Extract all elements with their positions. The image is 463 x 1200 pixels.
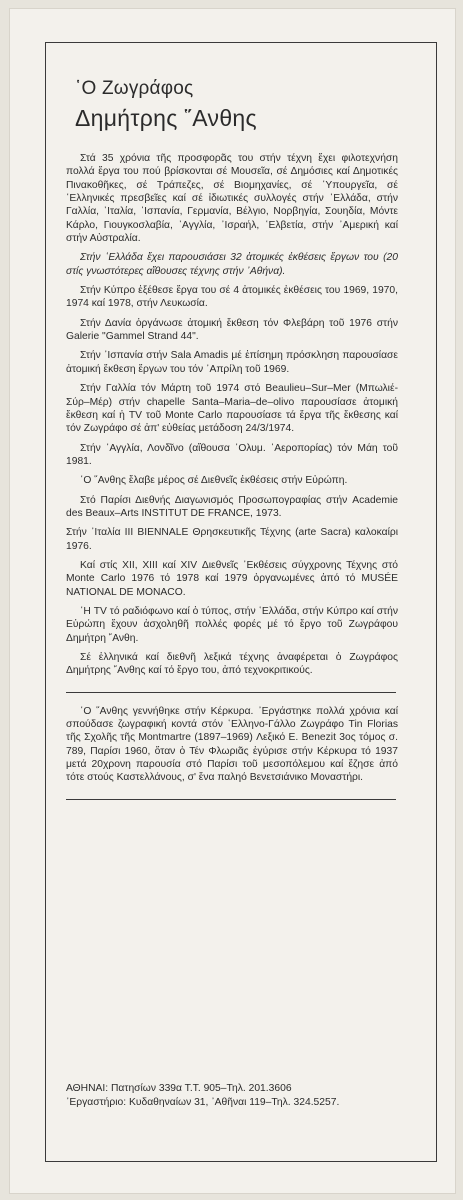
- contact-footer: [66, 1082, 398, 1109]
- page-title-line1: ῾Ο Ζωγράφος: [75, 78, 194, 99]
- paragraph-italy: Στήν ᾿Ιταλία III BIENNALE Θρησκευτικῆς Τέχνης (arte Sacra) καλοκαίρι 1976.: [66, 527, 398, 552]
- divider-bottom: [66, 799, 396, 800]
- paragraph-monaco: Καί στίς XII, XIII καί XIV Διεθνεῖς ᾿Εκθέσεις σύγχρονης Τέχνης στό Monte Carlo 1976 τό 1978 καί 1979 ὀργανωμένες ἀπό τό MUSÉE NATIONAL DE MONACO.: [66, 559, 398, 598]
- footer-address-athens: ΑΘΗΝΑΙ: Πατησίων 339α Τ.Τ. 905–Τηλ. 201.3606: [66, 1083, 292, 1094]
- paragraph-france: Στήν Γαλλία τόν Μάρτη τοῦ 1974 στό Beaulieu–Sur–Mer (Μπωλιέ- Σύρ–Μέρ) στήν chapelle Santa–Maria–de–olivo παρουσίασε ἀτομική ἔκθεση καί ἡ TV τοῦ Monte Carlo παρουσίασε τά ἔργα τῆς ἔκθεσης καί τόν Ζωγράφο σέ ἀπ' εὐθείας μετάδοση 24/3/1974.: [66, 383, 398, 435]
- paragraph-media: ῾Η TV τό ραδιόφωνο καί ὁ τύπος, στήν ῾Ελλάδα, στήν Κύπρο καί στήν Εὐρώπη ἔχουν ἀσχοληθῆ πολλές φορές μέ τό ἔργο τοῦ Ζωγράφου Δημήτρη ῞Ανθη.: [66, 605, 398, 644]
- paragraph-cyprus: Στήν Κύπρο ἐξέθεσε ἔργα του σέ 4 ἀτομικές ἐκθέσεις του 1969, 1970, 1974 καί 1978, στήν Λευκωσία.: [66, 285, 398, 310]
- paragraph-international: ῾Ο ῞Ανθης ἔλαβε μέρος σέ Διεθνεῖς ἐκθέσεις στήν Εὐρώπη.: [80, 475, 348, 487]
- paragraph-england: Στήν ᾿Αγγλία, Λονδῖνο (αἴθουσα ᾿Ολυμ. ᾿Αεροπορίας) τόν Μάη τοῦ 1981.: [66, 442, 398, 467]
- divider-top: [66, 692, 396, 693]
- biography-section: [66, 705, 398, 785]
- paragraph-denmark: Στήν Δανία ὀργάνωσε ἀτομική ἔκθεση τόν Φλεβάρη τοῦ 1976 στήν Galerie "Gammel Strand 44".: [66, 317, 398, 343]
- paragraph-dictionaries: Σέ ἑλληνικά καί διεθνῆ λεξικά τέχνης ἀναφέρεται ὁ Ζωγράφος Δημήτρης ῞Ανθης καί τό ἔργο του, ἀπό τεχνοκριτικούς.: [66, 652, 398, 677]
- paragraph-paris: Στό Παρίσι Διεθνής Διαγωνισμός Προσωπογραφίας στήν Academie des Beaux–Arts INSTITUT DE FRANCE, 1973.: [66, 494, 398, 519]
- paragraph-spain: Στήν ᾿Ισπανία στήν Sala Amadis μέ ἐπίσημη πρόσκληση παρουσίασε ἀτομική ἔκθεση ἔργων του τόν ᾿Απρίλη τοῦ 1969.: [66, 350, 398, 375]
- footer-address-studio: ᾿Εργαστήριο: Κυδαθηναίων 31, ᾿Αθῆναι 119–Τηλ. 324.5257.: [66, 1096, 340, 1108]
- body-text: [66, 152, 398, 812]
- paragraph-career: Στά 35 χρόνια τῆς προσφορᾶς του στήν τέχνη ἔχει φιλοτεχνήση πολλά ἔργα του πού βρίσκονται σέ Μουσεῖα, σέ Δημόσιες καί Δημοτικές Πινακοθῆκες, σέ Τράπεζες, σέ Βιομηχανίες, σέ ῾Υπουργεῖα, σέ ῾Ελληνικές πρεσβεῖες καί σέ ἰδιωτικές συλλογές στήν ῾Ελλάδα, στήν Γαλλία, ᾿Ιταλία, ᾿Ισπανία, Γερμανία, Βέλγιο, Νορβηγία, Σουηδία, Μόντε Κάρλο, Γιουγκοσλαβία, ᾿Αγγλία, ᾿Ισραήλ, ῾Ελβετία, στήν ᾿Αμερική καί στήν Αὐστραλία.: [66, 153, 398, 245]
- paragraph-greece: Στήν ῾Ελλάδα ἔχει παρουσιάσει 32 ἀτομικές ἐκθέσεις ἔργων του (20 στίς γνωστότερες αἴθουσες τέχνης στήν ᾿Αθήνα).: [66, 252, 398, 277]
- biography-text: ῾Ο ῞Ανθης γεννήθηκε στήν Κέρκυρα. ᾿Εργάστηκε πολλά χρόνια καί σπούδασε ζωγραφική κοντά στόν ῾Ελληνο-Γάλλο Ζωγράφο Tin Florias τῆς Σχολῆς τῆς Montmartre (1897–1969) Λεξικό E. Benezit 3ος τόμος σ. 789, Παρίσι 1960, ὅταν ὁ Τέν Φλωριᾶς ἐγύρισε στήν Κέρκυρα τό 1937 μετά 20χρονη παρουσία στό Παρίσι τοῦ μεσοπόλεμου καί ἔζησε ἀπό τότε στούς Καστελλάνους, σ' ἕνα παληό Βενετσιάνικο Μοναστήρι.: [66, 705, 398, 784]
- page-title-line2: Δημήτρης ῞Ανθης: [75, 105, 257, 131]
